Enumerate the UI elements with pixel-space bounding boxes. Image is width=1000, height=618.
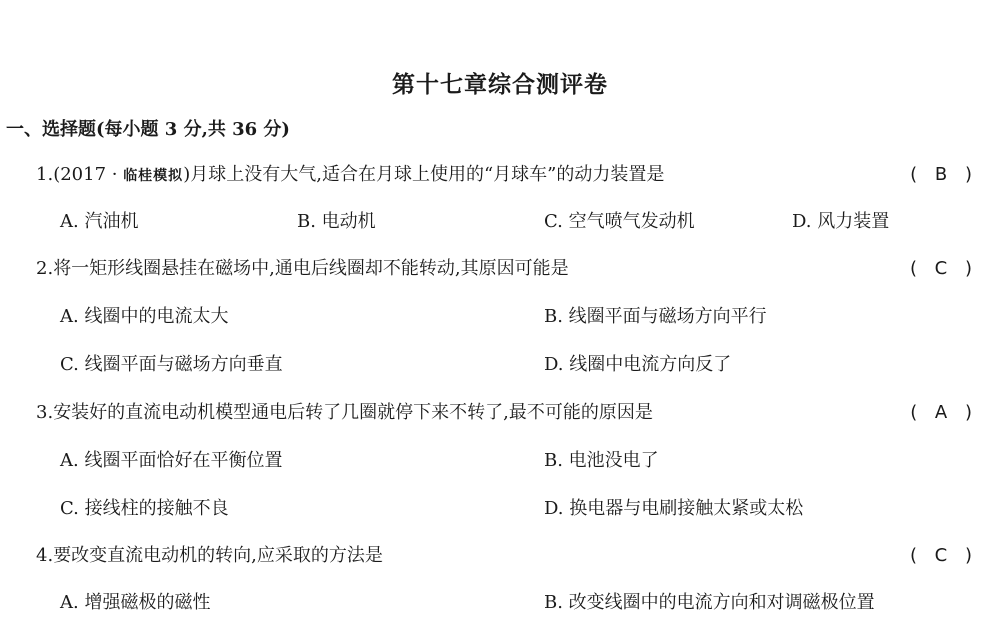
question-source-close: ) [183, 164, 191, 185]
question-source-open: (2017 · [53, 164, 124, 185]
question-1 [36, 160, 980, 190]
answer-4: ( C ) [909, 545, 978, 566]
option-4b: B. 改变线圈中的电流方向和对调磁极位置 [544, 592, 875, 613]
question-number: 4. [36, 545, 54, 566]
question-4 [36, 541, 980, 571]
answer-3: ( A ) [910, 402, 978, 423]
option-1b: B. 电动机 [297, 211, 376, 232]
option-1d: D. 风力装置 [792, 211, 890, 232]
question-number: 2. [36, 258, 54, 279]
option-3d: D. 换电器与电刷接触太紧或太松 [544, 498, 804, 519]
page-title: 第十七章综合测评卷 [392, 71, 608, 98]
option-2c: C. 线圈平面与磁场方向垂直 [60, 354, 283, 375]
option-2a: A. 线圈中的电流太大 [60, 306, 229, 327]
option-3a: A. 线圈平面恰好在平衡位置 [60, 450, 283, 471]
question-number: 3. [36, 402, 54, 423]
option-2d: D. 线圈中电流方向反了 [544, 354, 732, 375]
option-1a: A. 汽油机 [60, 211, 139, 232]
section-heading: 一、选择题(每小题 3 分,共 36 分) [6, 119, 290, 140]
option-3c: C. 接线柱的接触不良 [60, 498, 229, 519]
question-text: 安装好的直流电动机模型通电后转了几圈就停下来不转了,最不可能的原因是 [53, 402, 653, 423]
question-text: 将一矩形线圈悬挂在磁场中,通电后线圈却不能转动,其原因可能是 [53, 258, 569, 279]
option-1c: C. 空气喷气发动机 [544, 211, 695, 232]
question-source-tag: 临桂模拟 [123, 168, 184, 184]
question-text: 要改变直流电动机的转向,应采取的方法是 [53, 545, 383, 566]
option-4a: A. 增强磁极的磁性 [60, 592, 211, 613]
option-3b: B. 电池没电了 [544, 450, 659, 471]
answer-2: ( C ) [909, 258, 978, 279]
answer-1: ( B ) [910, 164, 978, 185]
question-number: 1. [36, 164, 54, 185]
option-2b: B. 线圈平面与磁场方向平行 [544, 306, 767, 327]
question-text: 月球上没有大气,适合在月球上使用的“月球车”的动力装置是 [190, 164, 665, 185]
question-2 [36, 254, 980, 284]
question-3 [36, 398, 980, 428]
